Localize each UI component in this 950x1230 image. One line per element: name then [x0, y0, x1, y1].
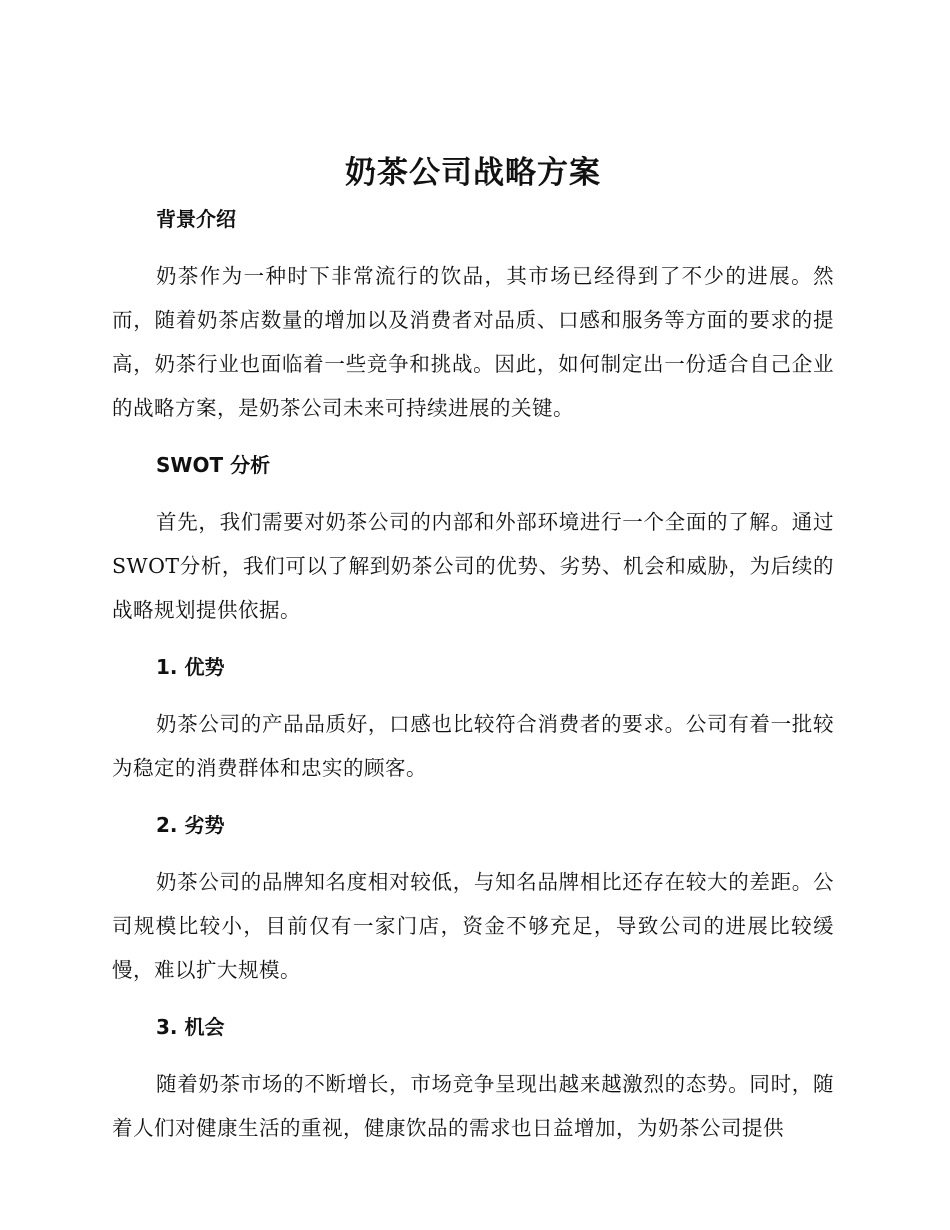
- section-heading-background: 背景介绍: [156, 207, 236, 231]
- section-background: [112, 204, 834, 450]
- section-paragraph-strengths: 奶茶公司的产品品质好，口感也比较符合消费者的要求。公司有着一批较为稳定的消费群体和忠实的顾客。: [112, 712, 834, 780]
- section-paragraph-opportunities: 随着奶茶市场的不断增长，市场竞争呈现出越来越激烈的态势。同时，随着人们对健康生活的重视，健康饮品的需求也日益增加，为奶茶公司提供: [112, 1072, 834, 1140]
- section-heading-opportunities: 3. 机会: [156, 1015, 225, 1039]
- section-strengths: [112, 652, 834, 810]
- document-title: 奶茶公司战略方案: [345, 155, 601, 191]
- section-paragraph-swot: 首先，我们需要对奶茶公司的内部和外部环境进行一个全面的了解。通过SWOT分析，我们可以了解到奶茶公司的优势、劣势、机会和威胁，为后续的战略规划提供依据。: [112, 510, 834, 622]
- section-swot: [112, 450, 834, 652]
- document-page: [112, 148, 834, 1150]
- section-heading-swot: SWOT 分析: [156, 453, 271, 477]
- section-weaknesses: [112, 810, 834, 1012]
- section-heading-weaknesses: 2. 劣势: [156, 813, 225, 837]
- section-opportunities: [112, 1012, 834, 1150]
- section-paragraph-weaknesses: 奶茶公司的品牌知名度相对较低，与知名品牌相比还存在较大的差距。公司规模比较小，目前仅有一家门店，资金不够充足，导致公司的进展比较缓慢，难以扩大规模。: [112, 870, 834, 982]
- section-paragraph-background: 奶茶作为一种时下非常流行的饮品，其市场已经得到了不少的进展。然而，随着奶茶店数量的增加以及消费者对品质、口感和服务等方面的要求的提高，奶茶行业也面临着一些竞争和挑战。因此，如何制定出一份适合自己企业的战略方案，是奶茶公司未来可持续进展的关键。: [112, 264, 834, 420]
- section-heading-strengths: 1. 优势: [156, 655, 225, 679]
